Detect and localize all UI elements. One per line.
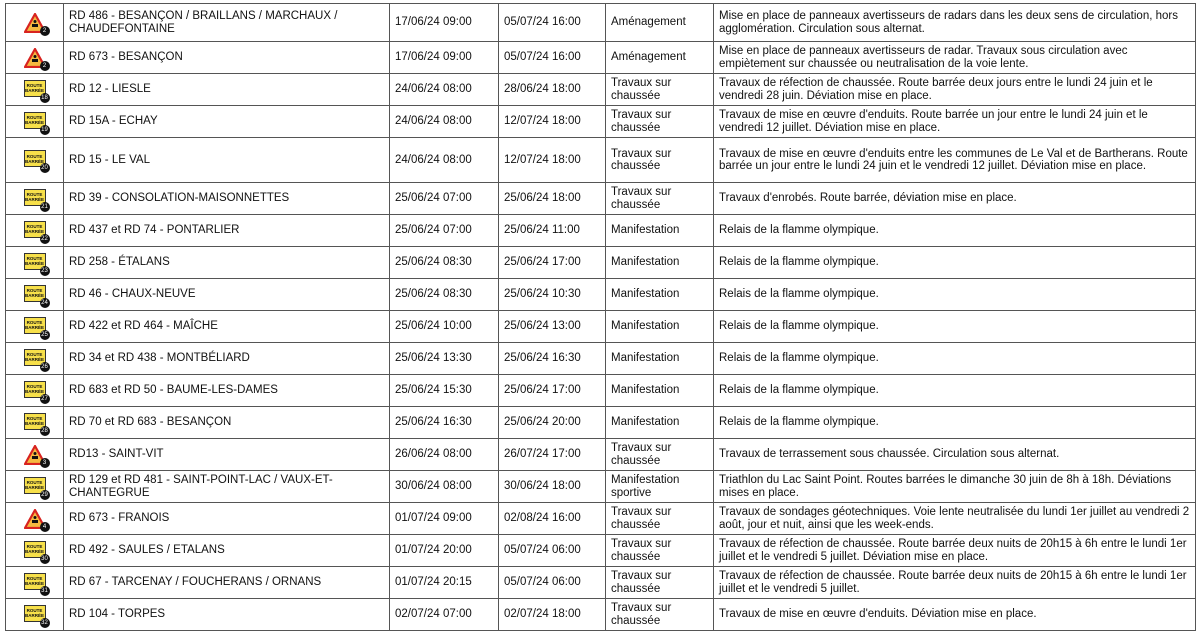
work-type-cell: Travaux sur chaussée [606,535,714,567]
road-closed-icon: ROUTE BARRÉE 27 [24,381,46,401]
road-name-cell: RD 673 - BESANÇON [64,42,390,74]
sign-cell [6,375,64,407]
road-name-cell: RD 437 et RD 74 - PONTARLIER [64,215,390,247]
work-type-cell: Manifestation [606,215,714,247]
sign-number: 3 [40,458,50,468]
end-date-cell: 25/06/24 10:30 [499,279,606,311]
sign-number: 30 [41,555,48,562]
road-closed-icon: ROUTE BARRÉE 29 [24,477,46,497]
description-cell: Travaux de sondages géotechniques. Voie lente neutralisée du lundi 1er juillet au vendredi 2 août, jour et nuit, ainsi que les week-ends. [714,503,1196,535]
start-date-cell: 24/06/24 08:00 [390,106,499,138]
description-cell: Travaux de mise en œuvre d'enduits. Route barrée un jour entre le lundi 24 juin et le vendredi 12 juillet. Déviation mise en place. [714,106,1196,138]
sign-cell [6,407,64,439]
road-name-cell: RD 129 et RD 481 - SAINT-POINT-LAC / VAUX-ET-CHANTEGRUE [64,471,390,503]
end-date-cell: 25/06/24 17:00 [499,247,606,279]
work-type-cell: Travaux sur chaussée [606,503,714,535]
start-date-cell: 25/06/24 07:00 [390,183,499,215]
road-name-cell: RD 258 - ÉTALANS [64,247,390,279]
description-cell: Mise en place de panneaux avertisseurs de radars dans les deux sens de circulation, hors agglomération. Circulation sous alternat. [714,4,1196,42]
end-date-cell: 25/06/24 13:00 [499,311,606,343]
table-row [6,375,1196,407]
sign-cell [6,503,64,535]
table-row [6,311,1196,343]
work-type-cell: Travaux sur chaussée [606,567,714,599]
description-cell: Travaux d'enrobés. Route barrée, déviation mise en place. [714,183,1196,215]
table-row [6,279,1196,311]
table-row [6,42,1196,74]
sign-cell [6,471,64,503]
road-closed-icon: ROUTE BARRÉE 26 [24,349,46,369]
work-type-cell: Aménagement [606,42,714,74]
sign-cell [6,439,64,471]
sign-cell [6,138,64,183]
road-name-cell: RD 12 - LIESLE [64,74,390,106]
table-row [6,471,1196,503]
work-type-cell: Travaux sur chaussée [606,183,714,215]
table-row [6,343,1196,375]
sign-number: 32 [41,619,48,626]
start-date-cell: 25/06/24 10:00 [390,311,499,343]
sign-number: 2 [40,26,50,36]
road-closed-icon: ROUTE BARRÉE 19 [24,112,46,132]
sign-number: 28 [41,427,48,434]
roadworks-rows [6,4,1196,631]
sign-number: 31 [41,587,48,594]
table-row [6,74,1196,106]
end-date-cell: 30/06/24 18:00 [499,471,606,503]
start-date-cell: 25/06/24 16:30 [390,407,499,439]
road-name-cell: RD 15A - ECHAY [64,106,390,138]
work-type-cell: Travaux sur chaussée [606,106,714,138]
sign-cell [6,74,64,106]
roadworks-warning-icon [24,445,46,465]
road-closed-icon: ROUTE BARRÉE 22 [24,221,46,241]
work-type-cell: Manifestation [606,279,714,311]
road-closed-icon: ROUTE BARRÉE 32 [24,605,46,625]
work-type-cell: Manifestation [606,343,714,375]
description-cell: Relais de la flamme olympique. [714,407,1196,439]
table-row [6,138,1196,183]
road-name-cell: RD 46 - CHAUX-NEUVE [64,279,390,311]
start-date-cell: 24/06/24 08:00 [390,74,499,106]
sign-number: 25 [41,331,48,338]
description-cell: Relais de la flamme olympique. [714,375,1196,407]
roadworks-warning-icon [24,509,46,529]
description-cell: Relais de la flamme olympique. [714,247,1196,279]
end-date-cell: 25/06/24 16:30 [499,343,606,375]
sign-cell [6,4,64,42]
sign-number: 23 [41,267,48,274]
description-cell: Travaux de terrassement sous chaussée. Circulation sous alternat. [714,439,1196,471]
sign-number: 26 [41,363,48,370]
end-date-cell: 26/07/24 17:00 [499,439,606,471]
table-row [6,407,1196,439]
description-cell: Relais de la flamme olympique. [714,215,1196,247]
sign-cell [6,599,64,631]
sign-cell [6,567,64,599]
road-name-cell: RD 34 et RD 438 - MONTBÉLIARD [64,343,390,375]
road-name-cell: RD 67 - TARCENAY / FOUCHERANS / ORNANS [64,567,390,599]
work-type-cell: Travaux sur chaussée [606,439,714,471]
start-date-cell: 30/06/24 08:00 [390,471,499,503]
end-date-cell: 25/06/24 17:00 [499,375,606,407]
work-type-cell: Travaux sur chaussée [606,599,714,631]
table-row [6,247,1196,279]
start-date-cell: 24/06/24 08:00 [390,138,499,183]
road-closed-icon: ROUTE BARRÉE 28 [24,413,46,433]
work-type-cell: Manifestation [606,247,714,279]
road-name-cell: RD 486 - BESANÇON / BRAILLANS / MARCHAUX / CHAUDEFONTAINE [64,4,390,42]
work-type-cell: Manifestation [606,375,714,407]
road-name-cell: RD 15 - LE VAL [64,138,390,183]
start-date-cell: 02/07/24 07:00 [390,599,499,631]
table-row [6,535,1196,567]
start-date-cell: 01/07/24 20:00 [390,535,499,567]
start-date-cell: 01/07/24 20:15 [390,567,499,599]
road-closed-icon: ROUTE BARRÉE 20 [24,150,46,170]
sign-cell [6,247,64,279]
sign-number: 19 [41,126,48,133]
road-name-cell: RD 492 - SAULES / ETALANS [64,535,390,567]
road-closed-icon: ROUTE BARRÉE 30 [24,541,46,561]
sign-cell [6,343,64,375]
sign-cell [6,183,64,215]
end-date-cell: 05/07/24 06:00 [499,567,606,599]
sign-cell [6,215,64,247]
road-closed-icon: ROUTE BARRÉE 31 [24,573,46,593]
table-row [6,599,1196,631]
road-name-cell: RD 422 et RD 464 - MAÎCHE [64,311,390,343]
description-cell: Triathlon du Lac Saint Point. Routes barrées le dimanche 30 juin de 8h à 18h. Déviations mises en place. [714,471,1196,503]
table-row [6,183,1196,215]
work-type-cell: Manifestation [606,407,714,439]
road-closed-icon: ROUTE BARRÉE 18 [24,80,46,100]
description-cell: Mise en place de panneaux avertisseurs de radar. Travaux sous circulation avec empiètement sur chaussée ou neutralisation de la voie lente. [714,42,1196,74]
road-name-cell: RD13 - SAINT-VIT [64,439,390,471]
road-closed-icon: ROUTE BARRÉE 23 [24,253,46,273]
road-closed-icon: ROUTE BARRÉE 25 [24,317,46,337]
sign-number: 22 [41,235,48,242]
sign-cell [6,106,64,138]
sign-cell [6,311,64,343]
roadworks-warning-icon [24,13,46,33]
start-date-cell: 25/06/24 07:00 [390,215,499,247]
start-date-cell: 25/06/24 13:30 [390,343,499,375]
start-date-cell: 01/07/24 09:00 [390,503,499,535]
description-cell: Relais de la flamme olympique. [714,343,1196,375]
sign-number: 4 [40,522,50,532]
end-date-cell: 05/07/24 16:00 [499,4,606,42]
sign-number: 2 [40,61,50,71]
roadworks-table [5,3,1196,631]
end-date-cell: 02/07/24 18:00 [499,599,606,631]
description-cell: Travaux de mise en œuvre d'enduits. Déviation mise en place. [714,599,1196,631]
end-date-cell: 12/07/24 18:00 [499,138,606,183]
road-name-cell: RD 39 - CONSOLATION-MAISONNETTES [64,183,390,215]
work-type-cell: Aménagement [606,4,714,42]
description-cell: Travaux de réfection de chaussée. Route barrée deux nuits de 20h15 à 6h entre le lundi 1er juillet et le vendredi 5 juillet. Déviation mise en place. [714,535,1196,567]
sign-number: 27 [41,395,48,402]
description-cell: Travaux de mise en œuvre d'enduits entre les communes de Le Val et de Bartherans. Route barrée un jour entre le lundi 24 juin et le vendredi 12 juillet. Déviation mise en place. [714,138,1196,183]
end-date-cell: 12/07/24 18:00 [499,106,606,138]
road-closed-icon: ROUTE BARRÉE 24 [24,285,46,305]
start-date-cell: 26/06/24 08:00 [390,439,499,471]
sign-number: 29 [41,491,48,498]
end-date-cell: 25/06/24 18:00 [499,183,606,215]
sign-number: 24 [41,299,48,306]
work-type-cell: Manifestation [606,311,714,343]
table-row [6,567,1196,599]
start-date-cell: 25/06/24 08:30 [390,247,499,279]
sign-number: 20 [41,165,48,171]
end-date-cell: 05/07/24 06:00 [499,535,606,567]
road-name-cell: RD 683 et RD 50 - BAUME-LES-DAMES [64,375,390,407]
table-row [6,439,1196,471]
sign-number: 21 [41,203,48,210]
end-date-cell: 05/07/24 16:00 [499,42,606,74]
road-name-cell: RD 673 - FRANOIS [64,503,390,535]
sign-number: 18 [41,94,48,101]
end-date-cell: 02/08/24 16:00 [499,503,606,535]
road-closed-icon: ROUTE BARRÉE 21 [24,189,46,209]
sign-cell [6,279,64,311]
table-row [6,106,1196,138]
description-cell: Travaux de réfection de chaussée. Route barrée deux jours entre le lundi 24 juin et le vendredi 28 juin. Déviation mise en place. [714,74,1196,106]
sign-cell [6,42,64,74]
description-cell: Relais de la flamme olympique. [714,311,1196,343]
work-type-cell: Travaux sur chaussée [606,138,714,183]
table-row [6,215,1196,247]
roadworks-warning-icon [24,48,46,68]
sign-cell [6,535,64,567]
work-type-cell: Travaux sur chaussée [606,74,714,106]
description-cell: Travaux de réfection de chaussée. Route barrée deux nuits de 20h15 à 6h entre le lundi 1er juillet et le vendredi 5 juillet. [714,567,1196,599]
start-date-cell: 17/06/24 09:00 [390,42,499,74]
start-date-cell: 17/06/24 09:00 [390,4,499,42]
start-date-cell: 25/06/24 08:30 [390,279,499,311]
table-row [6,503,1196,535]
end-date-cell: 25/06/24 11:00 [499,215,606,247]
road-name-cell: RD 104 - TORPES [64,599,390,631]
road-name-cell: RD 70 et RD 683 - BESANÇON [64,407,390,439]
end-date-cell: 28/06/24 18:00 [499,74,606,106]
description-cell: Relais de la flamme olympique. [714,279,1196,311]
start-date-cell: 25/06/24 15:30 [390,375,499,407]
work-type-cell: Manifestation sportive [606,471,714,503]
table-row [6,4,1196,42]
end-date-cell: 25/06/24 20:00 [499,407,606,439]
